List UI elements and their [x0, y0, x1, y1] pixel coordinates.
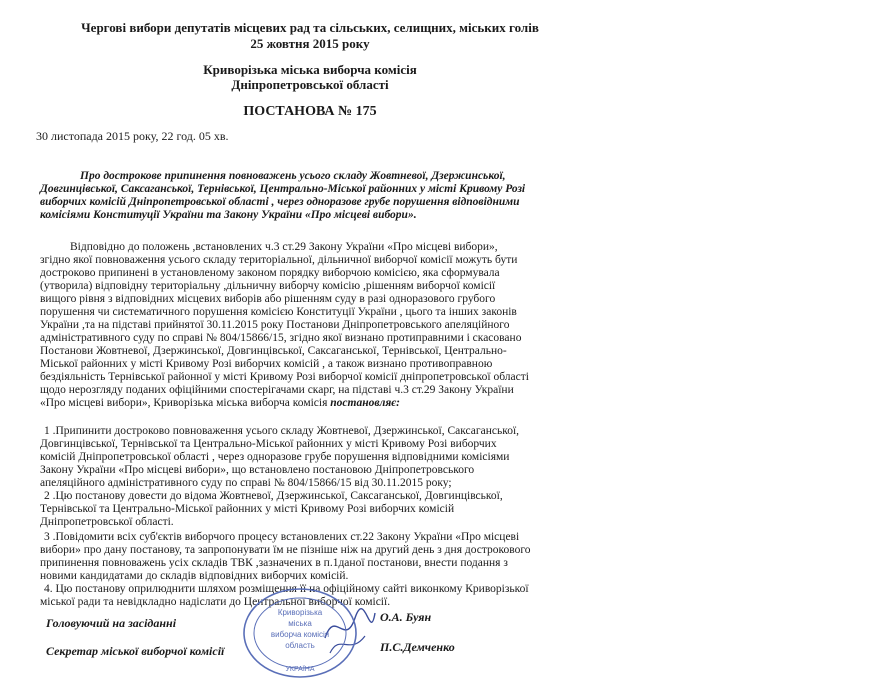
stamp-text: міська — [288, 619, 312, 628]
chair-name: О.А. Буян — [380, 610, 432, 624]
item-line: 4. Цю постанову оприлюднити шляхом розміщення її на офіційному сайті виконкому Криворізької — [44, 583, 529, 595]
chair-role: Головуючий на засіданні — [46, 616, 177, 630]
item-line: Тернівської та Центрально-Міської районних у місті Кривому Розі виборчих комісій — [40, 503, 455, 515]
item-line: вибори» про дану постанову, та запропонувати їм не пізніше ніж на другий день з дня дострокового — [40, 544, 531, 556]
date-time: 30 листопада 2015 року, 22 год. 05 хв. — [36, 129, 229, 143]
body-line: Постанови Жовтневої, Дзержинської, Довгинцівської, Саксаганської, Тернівської, Центрально- — [40, 345, 507, 357]
body-line: Відповідно до положень ,встановлених ч.3 ст.29 Закону України «Про місцеві вибори», — [70, 241, 498, 253]
stamp-seal — [240, 585, 360, 680]
stamp-text: УКРАЇНА — [285, 666, 315, 673]
subject-line: комісіями Конституції України та Закону України «Про місцеві вибори». — [40, 209, 417, 221]
body-line: достроково припинені в установленому законом порядку виборчою комісією, яка сформувала — [40, 267, 500, 279]
item-line: міської ради та невідкладно надіслати до Центральної виборчої комісії. — [40, 596, 391, 608]
body-line: порушення чи систематичного порушення комісією Конституції України , цього та інших законів — [40, 306, 517, 318]
item-line: Дніпропетровської області. — [40, 516, 174, 528]
body-line — [40, 397, 400, 410]
item-line: Закону України «Про місцеві вибори», що встановлено постановою Дніпропетровського — [40, 464, 475, 476]
election-date: 25 жовтня 2015 року — [250, 36, 370, 51]
stamp-text: Криворізька — [277, 608, 323, 617]
body-line: бездіяльність Тернівської районної у місті Кривому Розі виборчої комісії дніпропетровської області — [40, 371, 529, 383]
subject-line: Про дострокове припинення повноважень усього складу Жовтневої, Дзержинської, — [80, 170, 506, 182]
body-line: адміністративного суду по справі № 804/15866/15, згідно якої визнано протиправними і скасовано — [40, 332, 522, 344]
item-line: 1 .Припинити достроково повноваження усього складу Жовтневої, Дзержинської, Саксаганської, — [44, 425, 520, 437]
stamp-text: виборча комісія — [270, 630, 330, 639]
secretary-name: П.С.Демченко — [380, 640, 455, 654]
item-line: 2 .Цю постанову довести до відома Жовтневої, Дзержинської, Саксаганської, Довгинцівської, — [44, 490, 503, 502]
item-line: 3 .Повідомити всіх суб'єктів виборчого процесу встановлених ст.22 Закону України «Про місцеві — [44, 531, 520, 543]
body-line: згідно якої повноваження усього складу територіальної, дільничної виборчої комісії можуть бути — [40, 254, 518, 266]
body-line: Міської районних у місті Кривому Розі виборчих комісій , а також визнано противоправною — [40, 358, 493, 370]
stamp-text: область — [285, 641, 315, 650]
election-title: Чергові вибори депутатів місцевих рад та сільських, селищних, міських голів — [81, 20, 539, 35]
resolution-title: ПОСТАНОВА № 175 — [243, 104, 377, 119]
item-line: припинення повноважень усіх складів ТВК ,зазначених в п.1даної постанови, внести подання з — [40, 557, 508, 569]
decides-label: постановляє: — [330, 397, 400, 409]
subject-line: виборчих комісій Дніпропетровської області , через одноразове грубе порушення відповідними — [40, 196, 520, 208]
body-line-text: «Про місцеві вибори», Криворізька міська виборча комісія — [40, 397, 328, 409]
body-line: України ,та на підставі прийнятої 30.11.2015 року Постанови Дніпропетровського апеляційного — [40, 319, 510, 331]
subject-line: Довгинцівської, Саксаганської, Тернівської, Центрально-Міської районних у місті Кривому Розі — [40, 183, 526, 195]
item-line: комісій Дніпропетровської області , через одноразове грубе порушення відповідними комісіями — [40, 451, 510, 463]
secretary-role: Секретар міської виборчої комісії — [46, 644, 225, 658]
body-line: (утворила) відповідну територіальну ,дільничну виборчу комісію ,рішенням виборчої комісії — [40, 280, 496, 292]
official-stamp — [240, 585, 360, 680]
commission-region: Дніпропетровської області — [231, 77, 389, 92]
item-line: апеляційного адміністративного суду по справі № 804/15866/15 від 30.11.2015 року; — [40, 477, 452, 489]
item-line: новими кандидатами до складів відповідних виборчих комісій. — [40, 570, 349, 582]
item-line: Довгинцівської, Тернівської та Центрально-Міської районних у місті Кривому Розі виборчих — [40, 438, 497, 450]
commission-name: Криворізька міська виборча комісія — [203, 62, 417, 77]
body-line: щодо нерозгляду поданих офіційними спостерігачами скарг, на підставі ч.3 ст.29 Закону України — [40, 384, 514, 396]
body-line: вищого рівня з відповідних місцевих виборів або рішенням суду в разі одноразового грубого — [40, 293, 496, 305]
